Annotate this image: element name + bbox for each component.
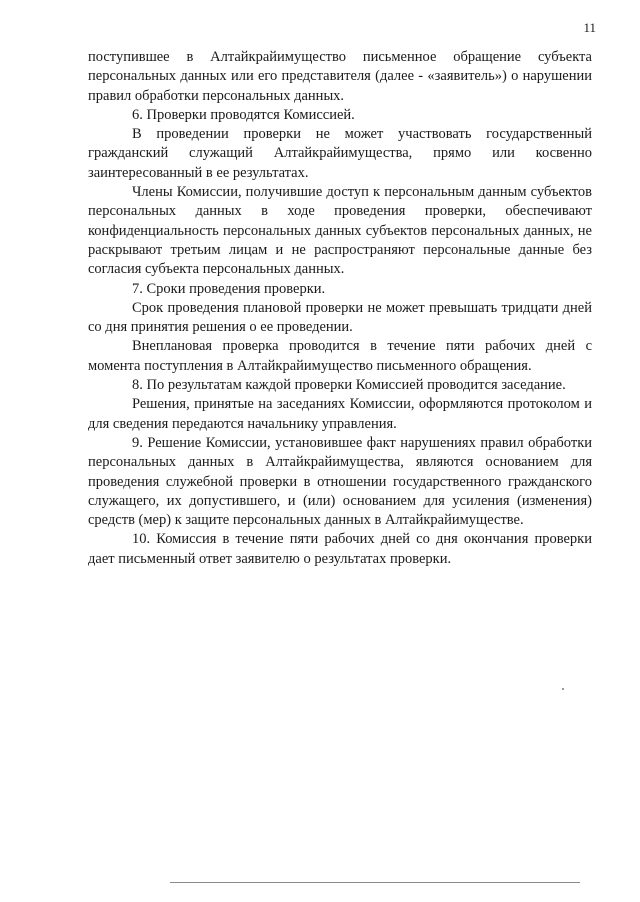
- paragraph-conflict-of-interest: В проведении проверки не может участвовать государственный гражданский служащий Алтайкрайимущества, прямо или косвенно заинтересованный в ее результатах.: [88, 126, 592, 181]
- paragraph-item-7: 7. Сроки проведения проверки.: [132, 280, 326, 297]
- scan-speck: [562, 688, 564, 690]
- paragraph-confidentiality: Члены Комиссии, получившие доступ к персональным данным субъектов персональных данных в ходе проведения проверки, обеспечивают конфиденциальность персональных данных субъектов персональных данных, не раскрывают третьим лицам и не распространяют персональные данные без согласия субъекта персональных данных.: [88, 184, 592, 278]
- paragraph-unplanned-check-term: Внеплановая проверка проводится в течение пяти рабочих дней с момента поступления в Алтайкрайимущество письменного обращения.: [88, 338, 592, 374]
- document-body: [88, 48, 592, 569]
- paragraph-item-8: 8. По результатам каждой проверки Комиссией проводится заседание.: [132, 377, 566, 394]
- paragraph-decisions: Решения, принятые на заседаниях Комиссии, оформляются протоколом и для сведения передаются начальнику управления.: [88, 396, 592, 432]
- paragraph-continuation: поступившее в Алтайкрайимущество письменное обращение субъекта персональных данных или его представителя (далее - «заявитель») о нарушении правил обработки персональных данных.: [88, 49, 592, 104]
- footer-rule: [170, 882, 580, 883]
- paragraph-item-9: 9. Решение Комиссии, установившее факт нарушениях правил обработки персональных данных в Алтайкрайимущества, являются основанием для проведения служебной проверки в отношении государственного гражданского служащего, их допустившего, и (или) основанием для усиления (изменения) средств (мер) к защите персональных данных в Алтайкрайимуществе.: [88, 434, 592, 529]
- paragraph-planned-check-term: Срок проведения плановой проверки не может превышать тридцати дней со дня принятия решения о ее проведении.: [88, 299, 592, 336]
- page-number: 11: [583, 20, 596, 35]
- paragraph-item-6: 6. Проверки проводятся Комиссией.: [132, 106, 355, 123]
- paragraph-item-10: 10. Комиссия в течение пяти рабочих дней со дня окончания проверки дает письменный ответ заявителю о результатах проверки.: [88, 531, 592, 567]
